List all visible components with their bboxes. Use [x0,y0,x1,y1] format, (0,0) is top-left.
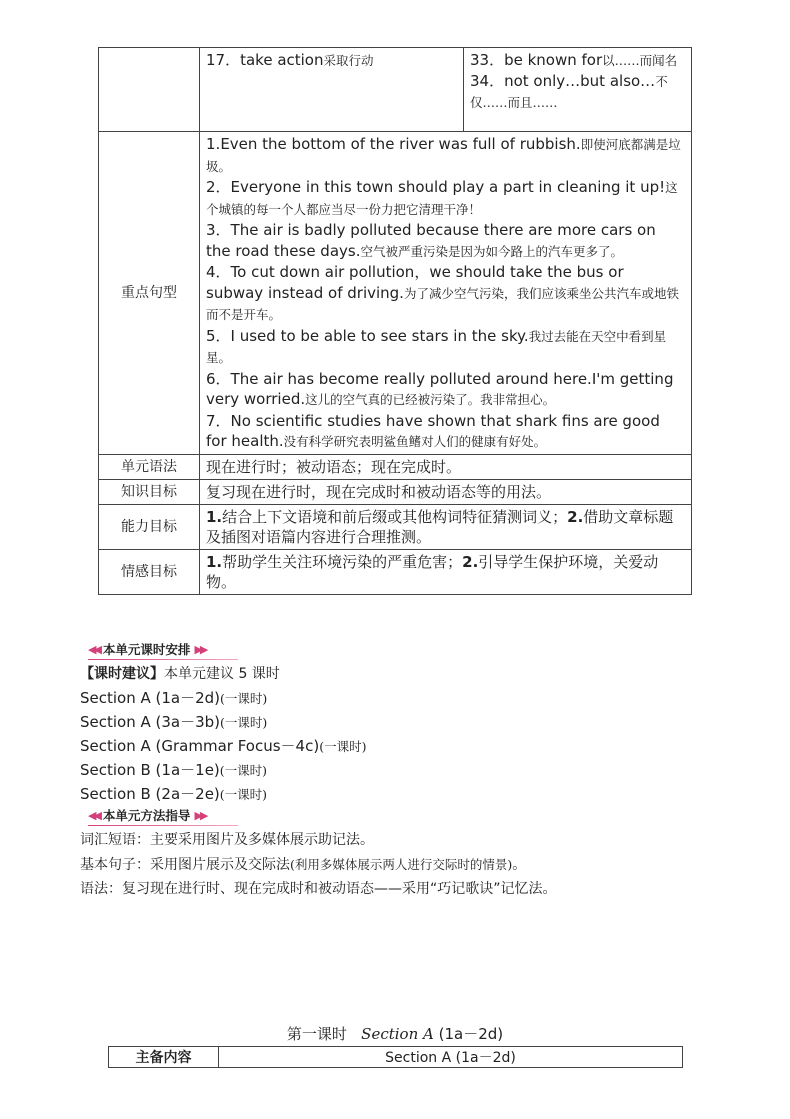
prep-value: Section A (1a－2d) [219,1047,683,1068]
grammar-row [99,454,692,479]
methods-heading: ◀◀ 本单元方法指导 ▶▶ [88,806,238,824]
heading-underline [88,825,238,826]
phrase-en: not only…but also… [504,72,656,90]
key-sentences-label: 重点句型 [99,132,200,455]
ability-value: 1.结合上下文语境和前后缀或其他构词特征猜测词义；2.借助文章标题及插图对语篇内容进行合理推测。 [200,504,692,549]
chevron-left-icon: ◀◀ [88,642,99,656]
ability-row [99,504,692,549]
sentence-item: 1.Even the bottom of the river was full of rubbish.即使河底都满是垃圾。 [206,135,681,174]
prep-label: 主备内容 [109,1047,219,1068]
method-vocab: 词汇短语：主要采用图片及多媒体展示助记法。 [80,832,374,848]
emotion-row [99,549,692,594]
phrase-en: take action [240,51,324,69]
sentence-item: 4．To cut down air pollution，we should take the bus or subway instead of driving.为了减少空气污染，我们应该乘坐公共汽车或地铁而不是开车。 [206,263,679,322]
schedule-item: Section A (Grammar Focus－4c)(一课时) [80,737,367,755]
vocab-label-cell [99,48,200,132]
emotion-value: 1.帮助学生关注环境污染的严重危害；2.引导学生保护环境，关爱动物。 [200,549,692,594]
unit-overview-table [98,47,692,595]
sentence-item: 7．No scientific studies have shown that shark fins are good for health.没有科学研究表明鲨鱼鳍对人们的健康有好处。 [206,411,660,450]
ability-label: 能力目标 [99,504,200,549]
chevron-right-icon: ▶▶ [194,642,206,656]
phrase-en: be known for [504,51,603,69]
chevron-left-icon: ◀◀ [88,808,99,822]
chevron-right-icon: ▶▶ [194,808,206,822]
knowledge-label: 知识目标 [99,479,200,504]
phrase-cn: 采取行动 [323,53,374,68]
grammar-label: 单元语法 [99,454,200,479]
key-sentences-cell [200,132,692,455]
lesson-title: 第一课时 Section A (1a－2d) [286,1025,504,1043]
vocab-row [99,48,692,132]
phrase-cn: 不仅……而且…… [470,74,668,110]
sentence-item: 2．Everyone in this town should play a part in cleaning it up!这个城镇的每一个人都应当尽一份力把它清理干净！ [206,178,678,217]
vocab-cell-33-34: 33．be known for以……而闻名 34．not only…but also…不仅……而且…… [464,48,692,132]
knowledge-value: 复习现在进行时，现在完成时和被动语态等的用法。 [200,479,692,504]
schedule-item: Section A (3a－3b)(一课时) [80,713,268,731]
prep-table [108,1046,683,1068]
heading-underline [88,659,238,660]
schedule-item: Section B (2a－2e)(一课时) [80,785,268,803]
sentence-item: 5．I used to be able to see stars in the sky.我过去能在天空中看到星星。 [206,326,667,365]
schedule-item: Section B (1a－1e)(一课时) [80,761,268,779]
method-grammar: 语法：复习现在进行时、现在完成时和被动语态——采用“巧记歌诀”记忆法。 [80,881,557,897]
prep-row [109,1047,683,1068]
key-sentences-row [99,132,692,455]
phrase-cn: 以……而闻名 [602,53,678,68]
grammar-value: 现在进行时；被动语态；现在完成时。 [200,454,692,479]
emotion-label: 情感目标 [99,549,200,594]
schedule-suggestion: 【课时建议】本单元建议 5 课时 [80,666,280,682]
sentence-item: 6．The air has become really polluted around here.I'm getting very worried.这儿的空气真的已经被污染了。我非常担心。 [206,369,674,408]
schedule-heading: ◀◀ 本单元课时安排 ▶▶ [88,640,238,658]
schedule-item: Section A (1a－2d)(一课时) [80,689,268,707]
vocab-cell-17: 17．take action采取行动 [200,48,464,132]
method-sentences: 基本句子：采用图片展示及交际法(利用多媒体展示两人进行交际时的情景)。 [80,857,527,873]
sentence-item: 3．The air is badly polluted because there are more cars on the road these days.空气被严重污染是因为如今路上的汽车更多了。 [206,221,656,260]
knowledge-row [99,479,692,504]
